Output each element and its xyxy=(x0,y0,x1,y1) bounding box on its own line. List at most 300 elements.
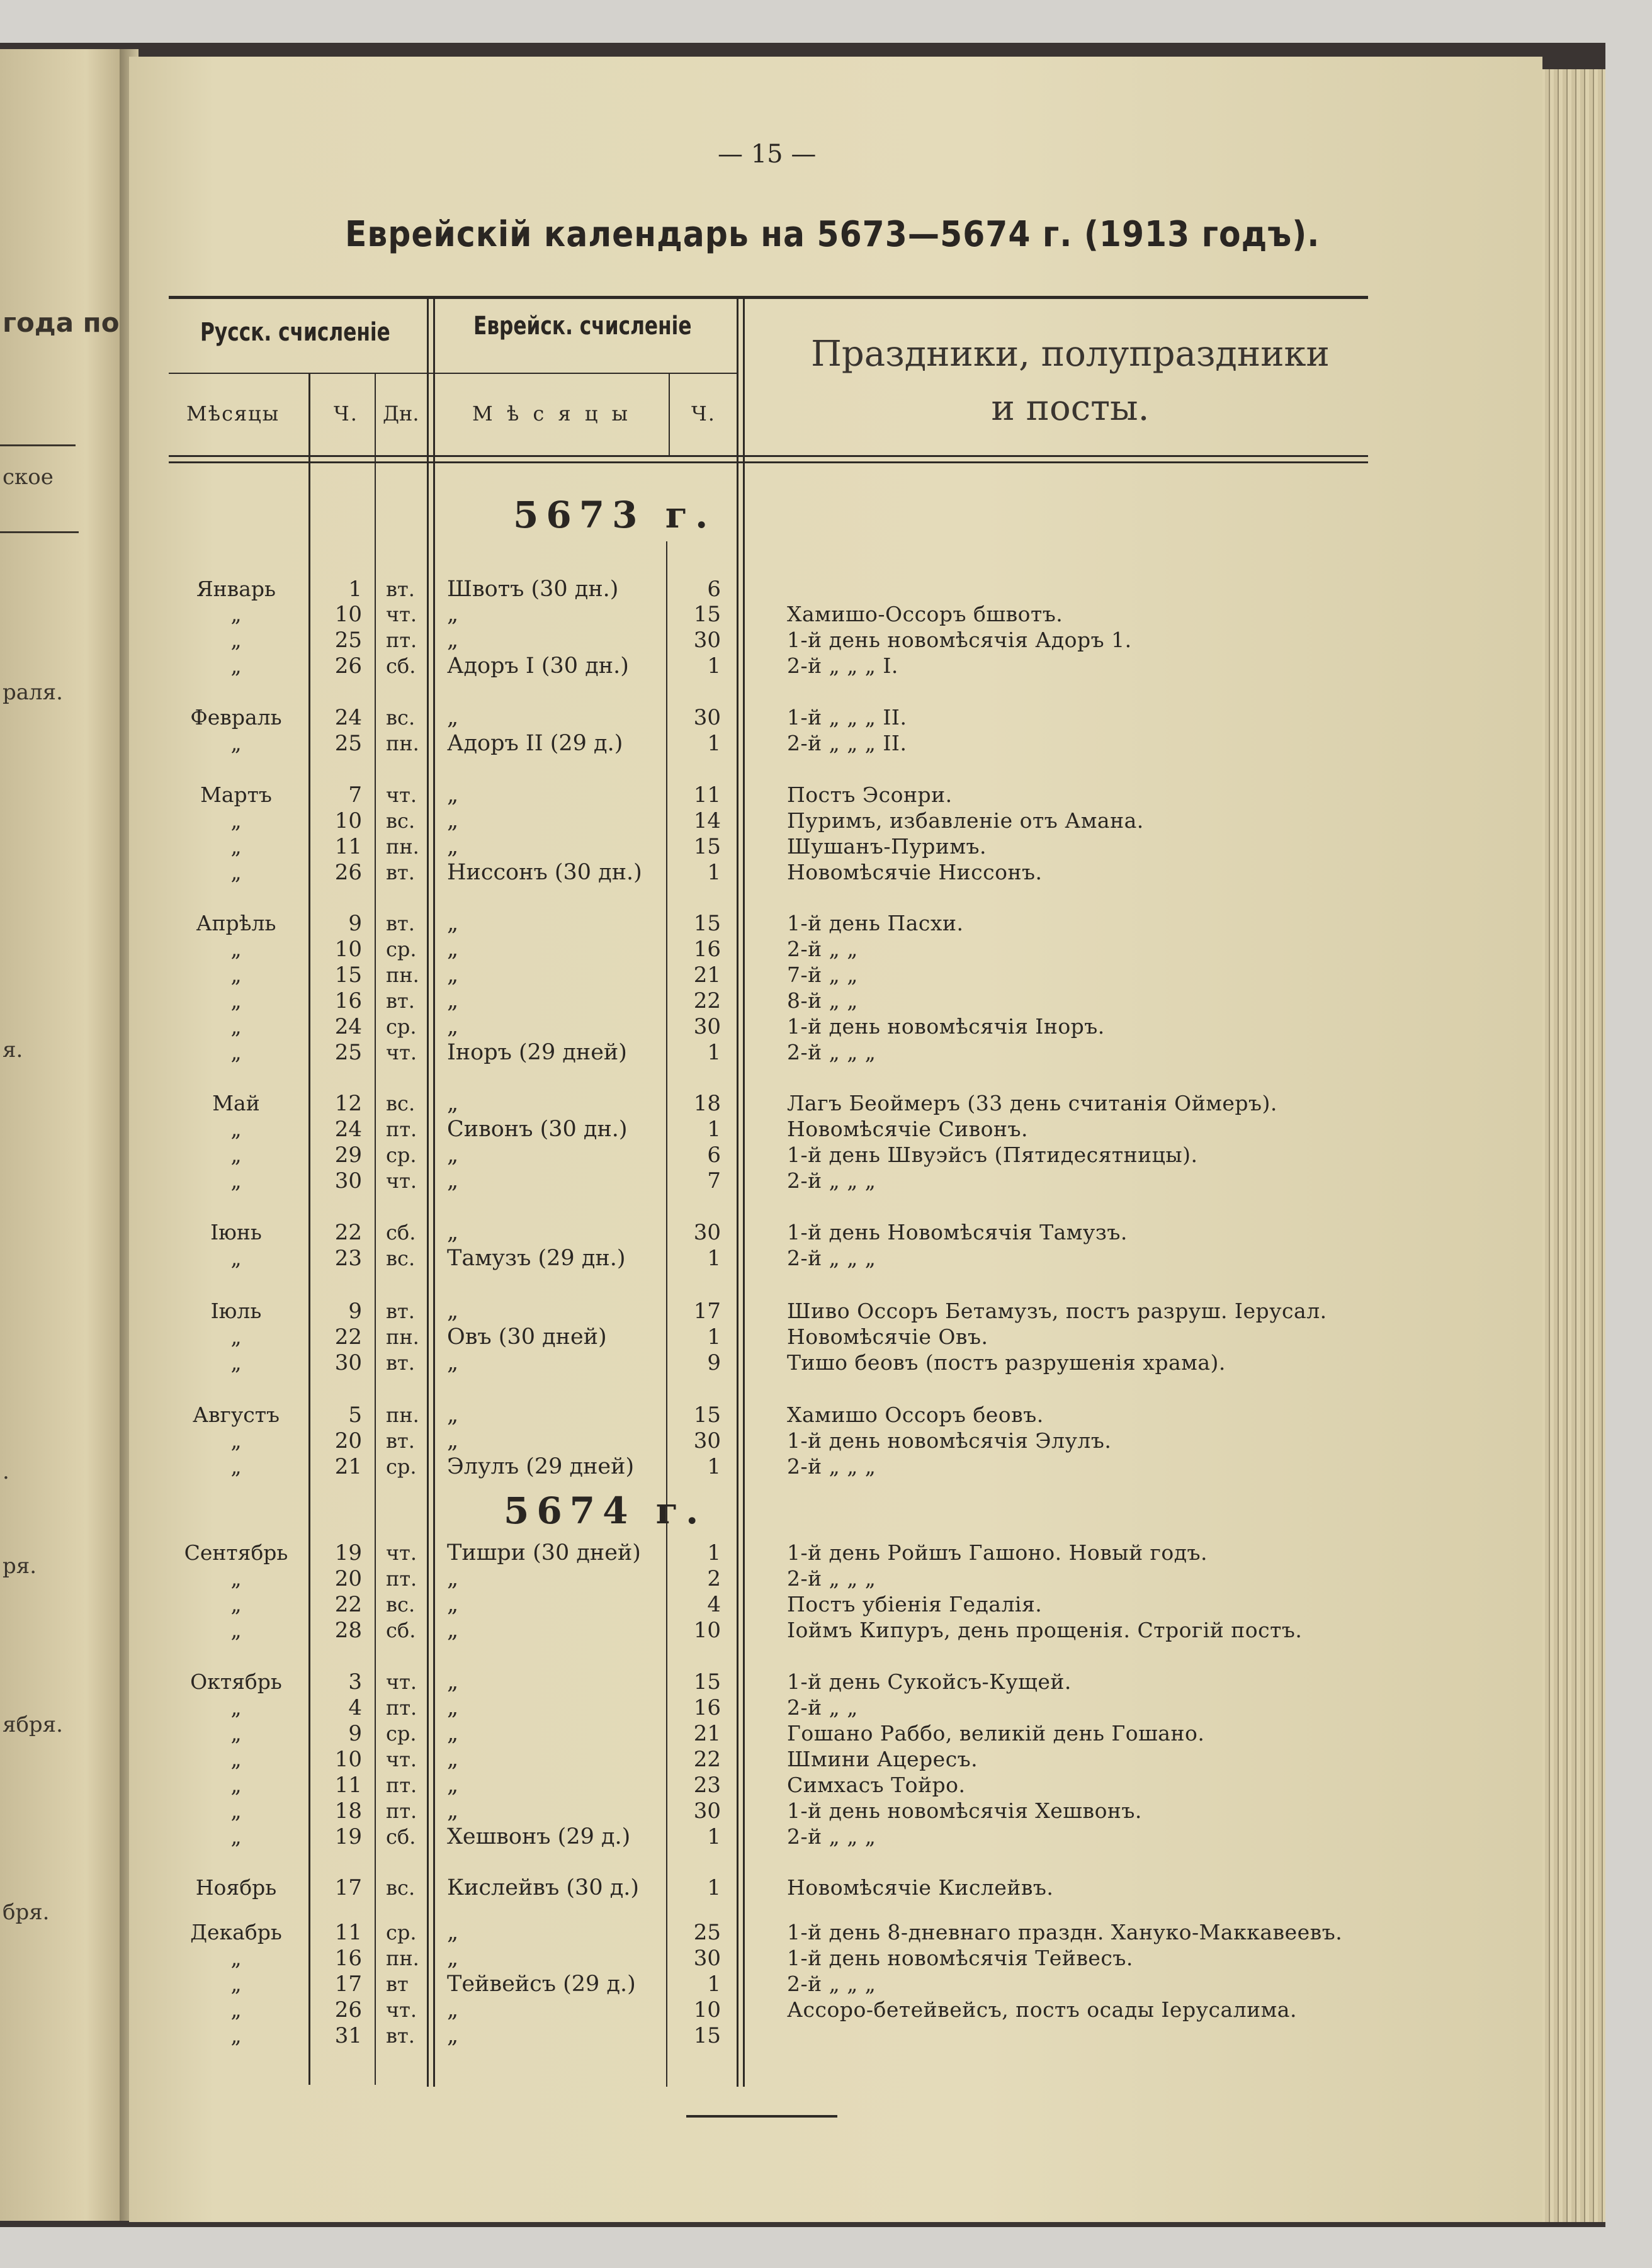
day-cell: 30 xyxy=(334,1168,362,1193)
hebrew-day-cell: 22 xyxy=(693,988,721,1013)
holiday-note: 2-й „ „ „ II. xyxy=(787,731,907,755)
holiday-note: 2-й „ „ „ xyxy=(787,1246,876,1270)
day-cell: 20 xyxy=(334,1566,362,1591)
hebrew-month-cell: Тишри (30 дней) xyxy=(447,1540,641,1566)
weekday-cell: вт. xyxy=(386,989,415,1013)
month-cell: Январь xyxy=(196,577,276,601)
hebrew-month-cell: „ xyxy=(447,628,459,653)
weekday-cell: сб. xyxy=(386,1221,416,1244)
day-cell: 25 xyxy=(334,1040,362,1065)
hebrew-month-cell: Тейвейсъ (29 д.) xyxy=(447,1972,636,1997)
holiday-note: 2-й „ „ „ xyxy=(787,1168,876,1193)
holiday-note: Новомѣсячіе Кислейвъ. xyxy=(787,1875,1054,1900)
weekday-cell: сб. xyxy=(386,1618,416,1642)
day-cell: 10 xyxy=(334,937,362,962)
weekday-cell: сб. xyxy=(386,654,416,678)
weekday-cell: вт. xyxy=(386,860,415,884)
month-cell: Сентябрь xyxy=(184,1540,288,1565)
hebrew-day-cell: 1 xyxy=(707,731,721,756)
weekday-cell: вс. xyxy=(386,1876,416,1900)
hebrew-month-cell: Овъ (30 дней) xyxy=(447,1324,607,1350)
holiday-note: 1-й „ „ „ II. xyxy=(787,705,907,730)
header-hebrew-months: М ѣ с я ц ы xyxy=(472,402,632,426)
day-cell: 12 xyxy=(334,1091,362,1116)
weekday-cell: чт. xyxy=(386,1041,417,1064)
hebrew-day-cell: 1 xyxy=(707,1454,721,1479)
col-rule xyxy=(737,299,738,2087)
hebrew-month-cell: Элулъ (29 дней) xyxy=(447,1454,635,1479)
month-cell: „ xyxy=(230,1618,242,1642)
day-cell: 26 xyxy=(334,860,362,885)
hebrew-day-cell: 25 xyxy=(693,1920,721,1945)
month-cell: Мартъ xyxy=(200,782,272,807)
hebrew-day-cell: 15 xyxy=(693,1669,721,1695)
weekday-cell: пн. xyxy=(386,731,419,755)
left-rule xyxy=(0,531,79,533)
holiday-note: 2-й „ „ „ xyxy=(787,1040,876,1064)
month-cell: „ xyxy=(230,834,242,859)
header-day: Ч. xyxy=(334,402,358,426)
hebrew-month-cell: „ xyxy=(447,1618,459,1643)
holiday-note: Іоймъ Кипуръ, день прощенія. Строгій постъ. xyxy=(787,1618,1303,1642)
weekday-cell: пн. xyxy=(386,1946,419,1970)
day-cell: 24 xyxy=(334,1014,362,1039)
hebrew-day-cell: 21 xyxy=(693,1721,721,1746)
day-cell: 20 xyxy=(334,1428,362,1453)
holiday-note: Новомѣсячіе Сивонъ. xyxy=(787,1117,1029,1141)
weekday-cell: пт. xyxy=(386,628,417,652)
weekday-cell: вт xyxy=(386,1972,409,1996)
holiday-note: 1-й день 8-дневнаго праздн. Хануко-Маккавеевъ. xyxy=(787,1920,1343,1944)
weekday-cell: пт. xyxy=(386,1696,417,1720)
day-cell: 11 xyxy=(334,1773,362,1798)
weekday-cell: ср. xyxy=(386,1921,417,1944)
day-cell: 30 xyxy=(334,1350,362,1375)
hebrew-day-cell: 18 xyxy=(693,1091,721,1116)
hebrew-month-cell: Сивонъ (30 дн.) xyxy=(447,1117,628,1142)
month-cell: Іюль xyxy=(210,1299,262,1323)
holiday-note: Гошано Раббо, великій день Гошано. xyxy=(787,1721,1205,1746)
holiday-note: 8-й „ „ xyxy=(787,988,858,1013)
hebrew-day-cell: 15 xyxy=(693,1402,721,1428)
page-edges xyxy=(1536,69,1605,2222)
hebrew-day-cell: 23 xyxy=(693,1773,721,1798)
day-cell: 9 xyxy=(348,1299,362,1324)
day-cell: 10 xyxy=(334,1747,362,1772)
month-cell: „ xyxy=(230,1350,242,1375)
hebrew-day-cell: 30 xyxy=(693,1428,721,1453)
holiday-note: Шушанъ-Пуримъ. xyxy=(787,834,987,859)
month-cell: Февраль xyxy=(190,705,282,730)
day-cell: 23 xyxy=(334,1246,362,1271)
day-cell: 28 xyxy=(334,1618,362,1643)
hebrew-month-cell: „ xyxy=(447,1299,459,1324)
hebrew-day-cell: 22 xyxy=(693,1747,721,1772)
holiday-note: Пуримъ, избавленіе отъ Амана. xyxy=(787,808,1144,833)
col-rule xyxy=(433,299,435,2087)
left-fragment: бря. xyxy=(3,1900,50,1925)
hebrew-day-cell: 30 xyxy=(693,1946,721,1971)
weekday-cell: вт. xyxy=(386,911,415,935)
hebrew-day-cell: 17 xyxy=(693,1299,721,1324)
hebrew-month-cell: Кислейвъ (30 д.) xyxy=(447,1875,640,1900)
month-cell: „ xyxy=(230,628,242,652)
day-cell: 11 xyxy=(334,1920,362,1945)
header-bottom-rule xyxy=(169,461,1368,463)
weekday-cell: вт. xyxy=(386,2024,415,2048)
hebrew-month-cell: „ xyxy=(447,1773,459,1798)
hebrew-day-cell: 2 xyxy=(707,1566,721,1591)
col-rule xyxy=(308,373,310,2085)
holiday-note: 2-й „ „ xyxy=(787,937,858,961)
holiday-note: 7-й „ „ xyxy=(787,962,858,987)
header-jewish-count: Еврейск. счисленіе xyxy=(473,312,692,341)
weekday-cell: пн. xyxy=(386,835,419,859)
hebrew-day-cell: 10 xyxy=(693,1997,721,2023)
month-cell: Октябрь xyxy=(190,1669,282,1694)
hebrew-month-cell: „ xyxy=(447,808,459,833)
hebrew-day-cell: 1 xyxy=(707,1875,721,1900)
hebrew-month-cell: „ xyxy=(447,1721,459,1746)
hebrew-month-cell: „ xyxy=(447,1566,459,1591)
hebrew-month-cell: „ xyxy=(447,1997,459,2023)
col-rule xyxy=(669,373,670,456)
holiday-note: Шмини Ацересъ. xyxy=(787,1747,978,1771)
closing-rule xyxy=(686,2115,837,2118)
hebrew-day-cell: 30 xyxy=(693,1220,721,1245)
month-cell: „ xyxy=(230,1592,242,1616)
left-fragment: года по xyxy=(3,307,120,338)
month-cell: „ xyxy=(230,1695,242,1720)
hebrew-day-cell: 1 xyxy=(707,653,721,679)
hebrew-day-cell: 10 xyxy=(693,1618,721,1643)
holiday-note: 2-й „ „ „ xyxy=(787,1824,876,1849)
hebrew-day-cell: 30 xyxy=(693,628,721,653)
day-cell: 16 xyxy=(334,988,362,1013)
left-fragment: ское xyxy=(3,465,54,490)
month-cell: Декабрь xyxy=(190,1920,282,1944)
weekday-cell: вс. xyxy=(386,809,416,833)
weekday-cell: чт. xyxy=(386,1998,417,2022)
weekday-cell: чт. xyxy=(386,1747,417,1771)
hebrew-month-cell: „ xyxy=(447,1946,459,1971)
holiday-note: Тишо беовъ (постъ разрушенія храма). xyxy=(787,1350,1226,1375)
month-cell: „ xyxy=(230,1747,242,1771)
hebrew-day-cell: 1 xyxy=(707,1117,721,1142)
day-cell: 19 xyxy=(334,1824,362,1849)
weekday-cell: пн. xyxy=(386,1325,419,1349)
weekday-cell: чт. xyxy=(386,1670,417,1694)
hebrew-day-cell: 15 xyxy=(693,834,721,859)
year-label-5673: 5673 г. xyxy=(513,494,716,536)
weekday-cell: ср. xyxy=(386,1455,417,1479)
hebrew-month-cell: „ xyxy=(447,1428,459,1453)
month-cell: „ xyxy=(230,1014,242,1039)
weekday-cell: чт. xyxy=(386,1169,417,1193)
hebrew-month-cell: „ xyxy=(447,962,459,988)
day-cell: 22 xyxy=(334,1324,362,1350)
left-fragment: ября. xyxy=(3,1712,63,1737)
month-cell: Августъ xyxy=(192,1402,280,1427)
weekday-cell: ср. xyxy=(386,1722,417,1746)
weekday-cell: пт. xyxy=(386,1117,417,1141)
holiday-note: Шиво Оссоръ Бетамузъ, постъ разруш. Іерусал. xyxy=(787,1299,1327,1323)
weekday-cell: вт. xyxy=(386,1429,415,1453)
weekday-cell: пт. xyxy=(386,1799,417,1823)
header-bottom-rule xyxy=(169,455,1368,457)
weekday-cell: ср. xyxy=(386,1015,417,1039)
col-rule xyxy=(666,541,667,2087)
month-cell: Апрѣль xyxy=(196,911,276,935)
header-hebrew-day: Ч. xyxy=(691,402,716,426)
header-weekday: Дн. xyxy=(383,402,419,426)
day-cell: 19 xyxy=(334,1540,362,1566)
month-cell: „ xyxy=(230,1324,242,1349)
month-cell: Ноябрь xyxy=(195,1875,277,1900)
weekday-cell: вт. xyxy=(386,1351,415,1375)
day-cell: 24 xyxy=(334,705,362,730)
day-cell: 26 xyxy=(334,1997,362,2023)
month-cell: „ xyxy=(230,1142,242,1167)
hebrew-day-cell: 1 xyxy=(707,1324,721,1350)
page-number: — 15 — xyxy=(718,140,817,169)
page-title: Еврейскій календарь на 5673—5674 г. (1913 годъ). xyxy=(345,214,1320,255)
hebrew-day-cell: 6 xyxy=(707,577,721,602)
left-fragment: я. xyxy=(3,1037,23,1063)
holiday-note: Постъ Эсонри. xyxy=(787,782,953,807)
day-cell: 10 xyxy=(334,602,362,627)
day-cell: 9 xyxy=(348,1721,362,1746)
weekday-cell: вс. xyxy=(386,706,416,730)
hebrew-day-cell: 15 xyxy=(693,602,721,627)
day-cell: 24 xyxy=(334,1117,362,1142)
hebrew-day-cell: 30 xyxy=(693,705,721,730)
hebrew-month-cell: „ xyxy=(447,1695,459,1720)
holiday-note: 2-й „ „ „ xyxy=(787,1454,876,1479)
weekday-cell: вс. xyxy=(386,1593,416,1616)
hebrew-month-cell: „ xyxy=(447,1798,459,1824)
holiday-note: Новомѣсячіе Ниссонъ. xyxy=(787,860,1043,884)
hebrew-month-cell: Хешвонъ (29 д.) xyxy=(447,1824,631,1849)
weekday-cell: пн. xyxy=(386,1403,419,1427)
month-cell: „ xyxy=(230,1824,242,1849)
hebrew-month-cell: „ xyxy=(447,834,459,859)
month-cell: „ xyxy=(230,860,242,884)
hebrew-day-cell: 1 xyxy=(707,1246,721,1271)
holiday-note: 1-й день новомѣсячія Тейвесъ. xyxy=(787,1946,1133,1970)
hebrew-month-cell: „ xyxy=(447,988,459,1013)
month-cell: „ xyxy=(230,1566,242,1591)
hebrew-month-cell: Адоръ II (29 д.) xyxy=(447,731,623,756)
hebrew-day-cell: 15 xyxy=(693,2023,721,2048)
hebrew-day-cell: 30 xyxy=(693,1798,721,1824)
header-holidays-line2: и посты. xyxy=(991,388,1150,429)
hebrew-month-cell: „ xyxy=(447,1402,459,1428)
day-cell: 21 xyxy=(334,1454,362,1479)
hebrew-day-cell: 9 xyxy=(707,1350,721,1375)
holiday-note: 2-й „ „ „ xyxy=(787,1972,876,1996)
day-cell: 17 xyxy=(334,1875,362,1900)
hebrew-day-cell: 1 xyxy=(707,1972,721,1997)
col-rule xyxy=(375,373,376,2085)
month-cell: „ xyxy=(230,1454,242,1479)
day-cell: 1 xyxy=(348,577,362,602)
day-cell: 11 xyxy=(334,834,362,859)
hebrew-day-cell: 15 xyxy=(693,911,721,936)
month-cell: „ xyxy=(230,1168,242,1193)
hebrew-month-cell: „ xyxy=(447,1920,459,1945)
day-cell: 15 xyxy=(334,962,362,988)
weekday-cell: чт. xyxy=(386,602,417,626)
holiday-note: 1-й день Ройшъ Гашоно. Новый годъ. xyxy=(787,1540,1208,1565)
hebrew-day-cell: 21 xyxy=(693,962,721,988)
month-cell: „ xyxy=(230,653,242,678)
day-cell: 25 xyxy=(334,731,362,756)
holiday-note: 1-й день новомѣсячія Адоръ 1. xyxy=(787,628,1132,652)
weekday-cell: чт. xyxy=(386,1541,417,1565)
hebrew-month-cell: „ xyxy=(447,1220,459,1245)
weekday-cell: вс. xyxy=(386,1246,416,1270)
hebrew-month-cell: „ xyxy=(447,705,459,730)
month-cell: „ xyxy=(230,937,242,961)
hebrew-month-cell: Швотъ (30 дн.) xyxy=(447,577,619,602)
left-page xyxy=(0,49,123,2221)
weekday-cell: пт. xyxy=(386,1567,417,1591)
holiday-note: Новомѣсячіе Овъ. xyxy=(787,1324,988,1349)
hebrew-month-cell: „ xyxy=(447,1669,459,1695)
holiday-note: 1-й день Новомѣсячія Тамузъ. xyxy=(787,1220,1128,1244)
day-cell: 9 xyxy=(348,911,362,936)
hebrew-month-cell: Іноръ (29 дней) xyxy=(447,1040,627,1065)
weekday-cell: вт. xyxy=(386,1299,415,1323)
header-months: Мѣсяцы xyxy=(186,402,280,426)
month-cell: „ xyxy=(230,1040,242,1064)
weekday-cell: пт. xyxy=(386,1773,417,1797)
month-cell: „ xyxy=(230,731,242,755)
day-cell: 22 xyxy=(334,1220,362,1245)
header-holidays-line1: Праздники, полупраздники xyxy=(811,334,1330,375)
holiday-note: Постъ убіенія Гедалія. xyxy=(787,1592,1043,1616)
month-cell: „ xyxy=(230,1946,242,1970)
hebrew-day-cell: 6 xyxy=(707,1142,721,1168)
day-cell: 18 xyxy=(334,1798,362,1824)
hebrew-day-cell: 16 xyxy=(693,937,721,962)
weekday-cell: вт. xyxy=(386,577,415,601)
month-cell: „ xyxy=(230,1428,242,1453)
month-cell: „ xyxy=(230,2023,242,2048)
day-cell: 17 xyxy=(334,1972,362,1997)
holiday-note: Хамишо Оссоръ беовъ. xyxy=(787,1402,1044,1427)
weekday-cell: сб. xyxy=(386,1825,416,1849)
hebrew-month-cell: Тамузъ (29 дн.) xyxy=(447,1246,626,1271)
col-rule xyxy=(427,299,429,2087)
year-label-5674: 5674 г. xyxy=(504,1489,706,1532)
day-cell: 25 xyxy=(334,628,362,653)
hebrew-day-cell: 1 xyxy=(707,1040,721,1065)
hebrew-month-cell: Ниссонъ (30 дн.) xyxy=(447,860,642,885)
day-cell: 22 xyxy=(334,1592,362,1617)
hebrew-month-cell: „ xyxy=(447,1350,459,1375)
month-cell: „ xyxy=(230,808,242,833)
holiday-note: 1-й день новомѣсячія Элулъ. xyxy=(787,1428,1112,1453)
month-cell: „ xyxy=(230,1773,242,1797)
day-cell: 10 xyxy=(334,808,362,833)
left-rule xyxy=(0,444,76,446)
col-rule xyxy=(743,299,745,2087)
holiday-note: Ассоро-бетейвейсъ, постъ осады Іерусалима. xyxy=(787,1997,1297,2022)
hebrew-day-cell: 1 xyxy=(707,1824,721,1849)
hebrew-month-cell: „ xyxy=(447,1091,459,1116)
hebrew-month-cell: „ xyxy=(447,1014,459,1039)
day-cell: 29 xyxy=(334,1142,362,1168)
holiday-note: Симхасъ Тойро. xyxy=(787,1773,966,1797)
day-cell: 7 xyxy=(348,782,362,808)
weekday-cell: ср. xyxy=(386,937,417,961)
month-cell: „ xyxy=(230,962,242,987)
hebrew-day-cell: 14 xyxy=(693,808,721,833)
day-cell: 26 xyxy=(334,653,362,679)
left-fragment: раля. xyxy=(3,680,63,705)
month-cell: „ xyxy=(230,1997,242,2022)
day-cell: 4 xyxy=(348,1695,362,1720)
day-cell: 5 xyxy=(348,1402,362,1428)
hebrew-month-cell: „ xyxy=(447,602,459,627)
hebrew-month-cell: „ xyxy=(447,2023,459,2048)
holiday-note: 2-й „ „ „ xyxy=(787,1566,876,1591)
month-cell: „ xyxy=(230,602,242,626)
hebrew-day-cell: 1 xyxy=(707,1540,721,1566)
hebrew-month-cell: „ xyxy=(447,1747,459,1772)
table-top-rule xyxy=(169,296,1368,299)
hebrew-month-cell: „ xyxy=(447,911,459,936)
holiday-note: 2-й „ „ „ I. xyxy=(787,653,898,678)
hebrew-day-cell: 1 xyxy=(707,860,721,885)
holiday-note: Лагъ Беоймеръ (33 день считанія Оймеръ). xyxy=(787,1091,1277,1115)
holiday-note: Хамишо-Оссоръ бшвотъ. xyxy=(787,602,1063,626)
weekday-cell: вс. xyxy=(386,1092,416,1115)
holiday-note: 2-й „ „ xyxy=(787,1695,858,1720)
day-cell: 31 xyxy=(334,2023,362,2048)
holiday-note: 1-й день новомѣсячія Хешвонъ. xyxy=(787,1798,1142,1823)
weekday-cell: пн. xyxy=(386,963,419,987)
day-cell: 16 xyxy=(334,1946,362,1971)
hebrew-month-cell: „ xyxy=(447,1592,459,1617)
month-cell: „ xyxy=(230,988,242,1013)
hebrew-day-cell: 30 xyxy=(693,1014,721,1039)
month-cell: „ xyxy=(230,1246,242,1270)
hebrew-month-cell: „ xyxy=(447,1168,459,1193)
hebrew-day-cell: 4 xyxy=(707,1592,721,1617)
hebrew-month-cell: Адоръ I (30 дн.) xyxy=(447,653,629,679)
month-cell: Май xyxy=(212,1091,260,1115)
month-cell: „ xyxy=(230,1798,242,1823)
weekday-cell: чт. xyxy=(386,783,417,807)
day-cell: 3 xyxy=(348,1669,362,1695)
month-cell: Іюнь xyxy=(210,1220,262,1244)
hebrew-day-cell: 11 xyxy=(693,782,721,808)
hebrew-month-cell: „ xyxy=(447,782,459,808)
left-fragment: . xyxy=(3,1459,9,1484)
hebrew-month-cell: „ xyxy=(447,1142,459,1168)
hebrew-month-cell: „ xyxy=(447,937,459,962)
hebrew-day-cell: 16 xyxy=(693,1695,721,1720)
holiday-note: 1-й день Швуэйсъ (Пятидесятницы). xyxy=(787,1142,1198,1167)
header-russian-count: Русск. счисленіе xyxy=(200,318,390,347)
holiday-note: 1-й день Сукойсъ-Кущей. xyxy=(787,1669,1072,1694)
holiday-note: 1-й день новомѣсячія Іноръ. xyxy=(787,1014,1105,1039)
header-holidays xyxy=(743,327,1398,436)
month-cell: „ xyxy=(230,1972,242,1996)
